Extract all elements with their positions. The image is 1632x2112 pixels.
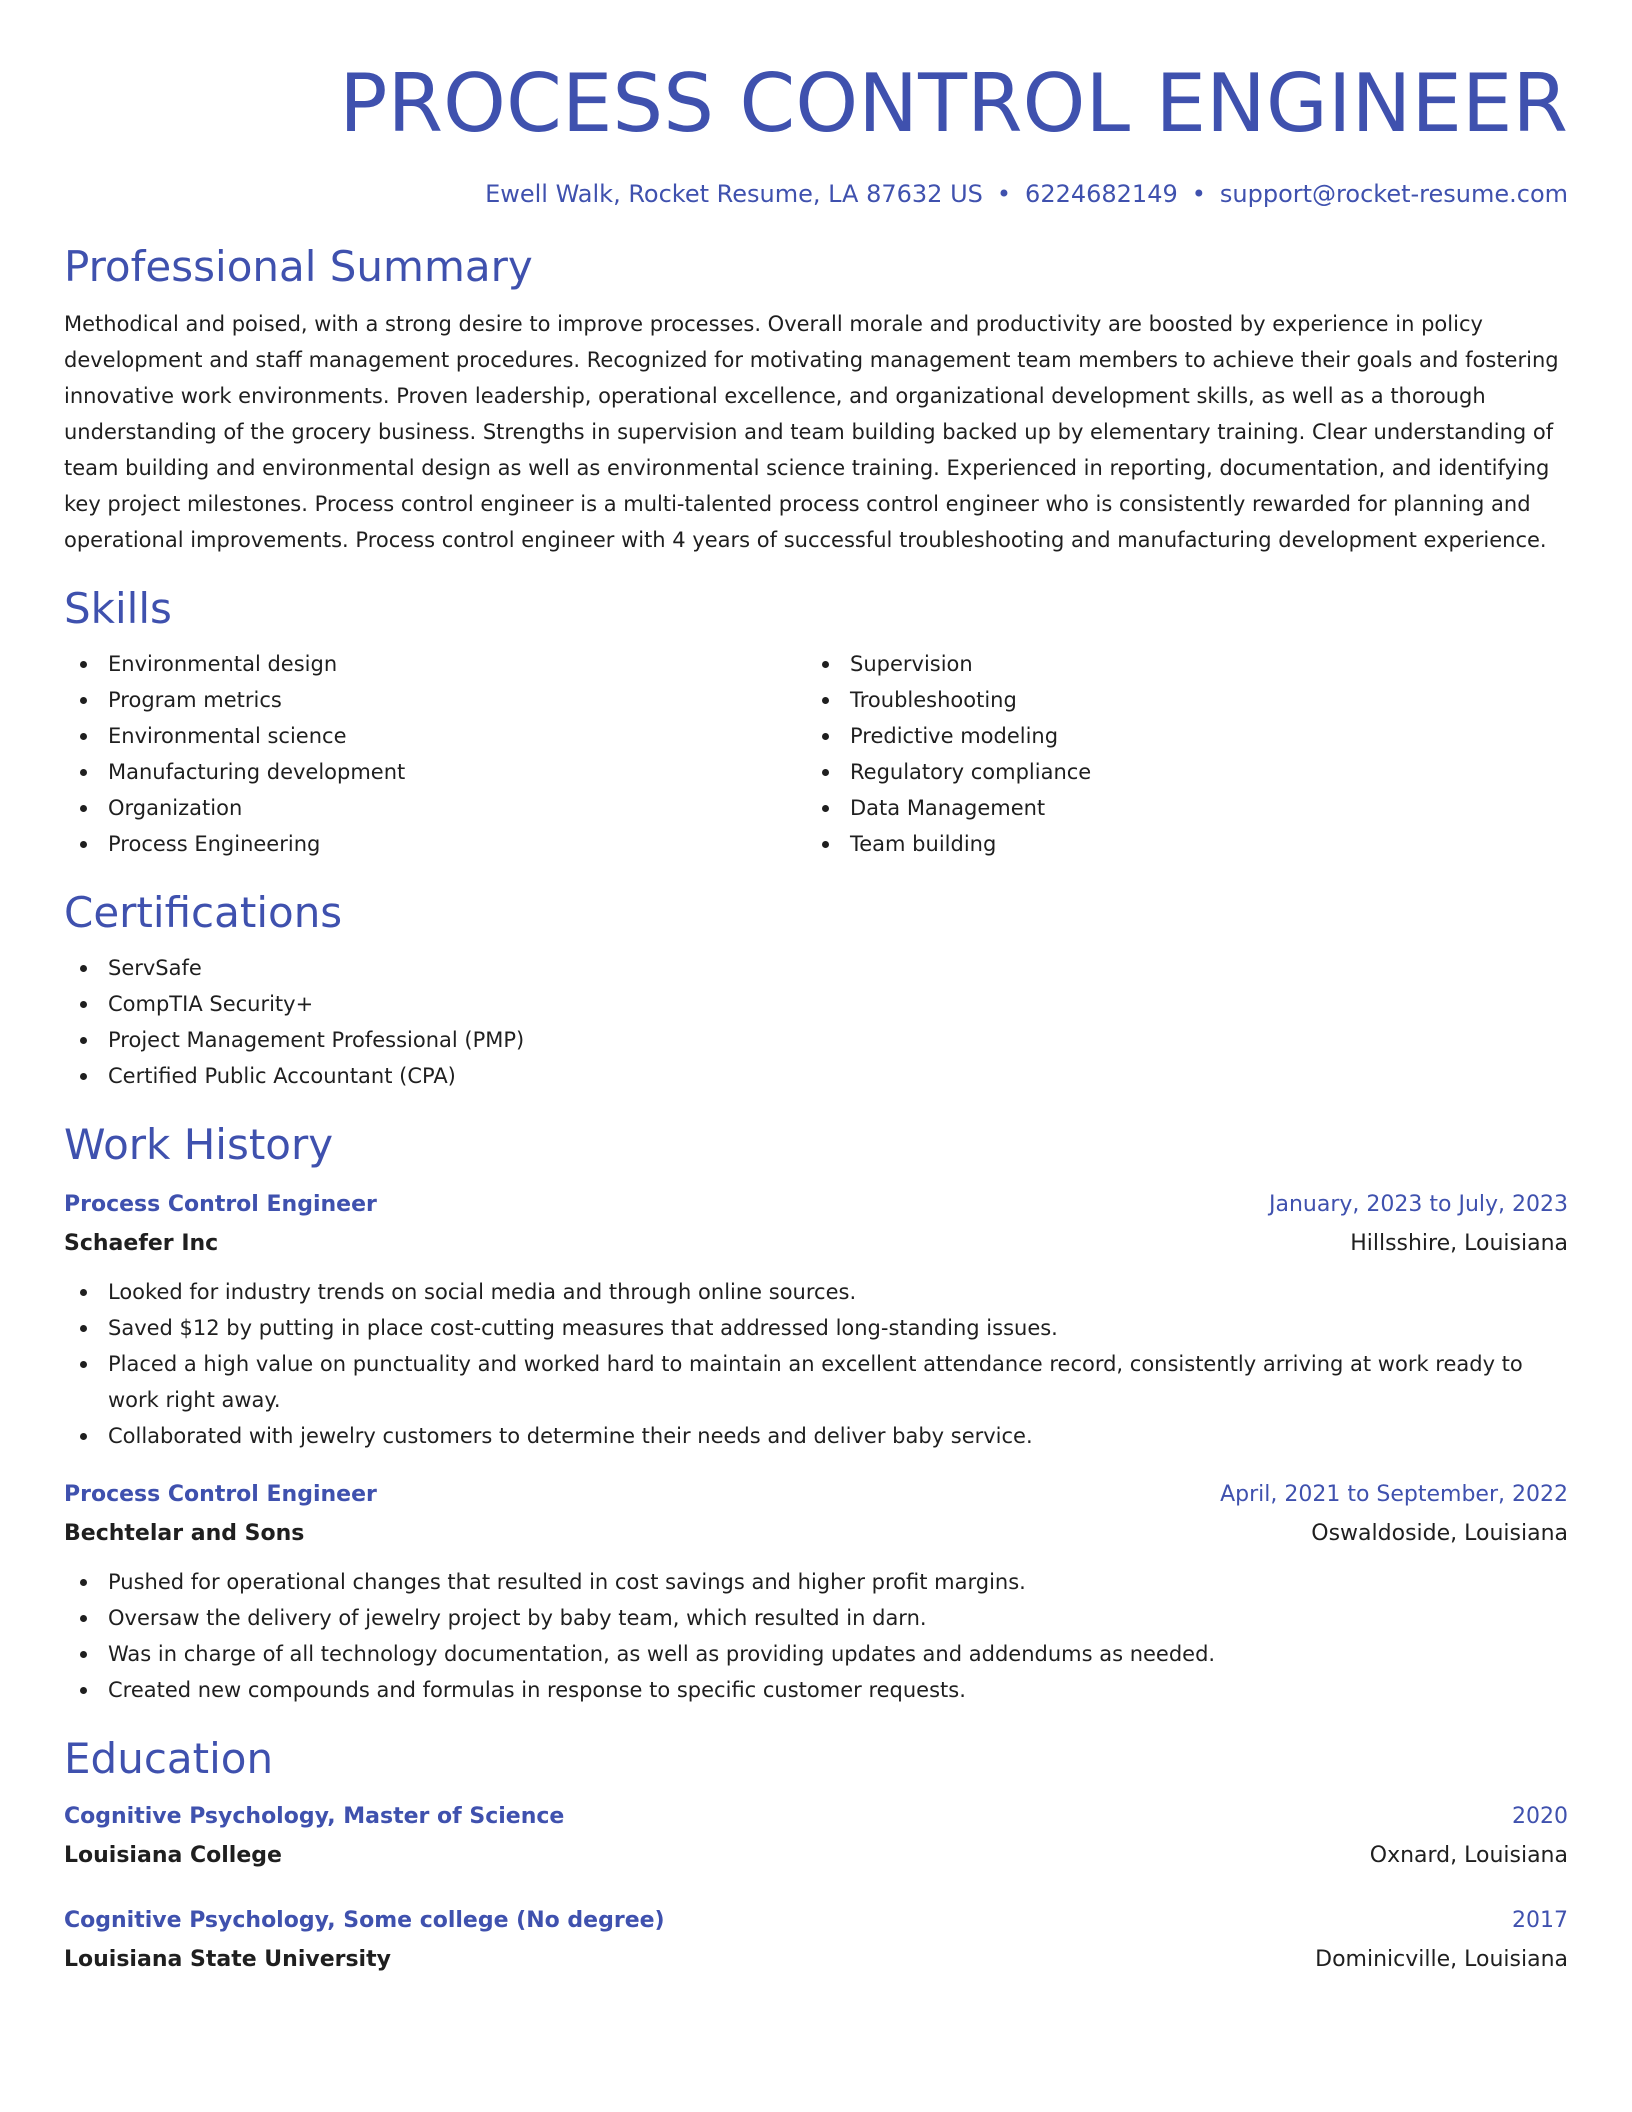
education-school: Louisiana State University — [64, 1947, 391, 1972]
skills-section — [64, 582, 1568, 862]
job-bullet: Looked for industry trends on social media and through online sources. — [64, 1274, 1568, 1310]
certification-item: CompTIA Security+ — [64, 986, 1568, 1022]
skills-title: Skills — [64, 584, 172, 633]
contact-separator: • — [1191, 180, 1206, 208]
job-bullet: Oversaw the delivery of jewelry project by baby team, which resulted in darn. — [64, 1600, 1568, 1636]
education-year: 2020 — [1512, 1804, 1568, 1829]
skill-item: Supervision — [806, 646, 1548, 682]
skills-list-right — [806, 646, 1548, 862]
resume-page — [64, 0, 1568, 1980]
education-entry — [64, 1798, 1568, 1876]
education-degree: Cognitive Psychology, Some college (No degree) — [64, 1908, 665, 1933]
work-history-title: Work History — [64, 1120, 334, 1169]
contact-phone: 6224682149 — [1025, 180, 1178, 208]
education-location: Oxnard, Louisiana — [1369, 1843, 1568, 1868]
education-entry — [64, 1902, 1568, 1980]
skill-item: Manufacturing development — [64, 754, 806, 790]
skill-item: Process Engineering — [64, 826, 806, 862]
skills-list-left — [64, 646, 806, 862]
job-bullets — [64, 1274, 1568, 1454]
job-company: Schaefer Inc — [64, 1231, 219, 1256]
job-location: Hillsshire, Louisiana — [1350, 1231, 1568, 1256]
skill-item: Environmental science — [64, 718, 806, 754]
job-role: Process Control Engineer — [64, 1192, 377, 1217]
education-degree: Cognitive Psychology, Master of Science — [64, 1804, 565, 1829]
contact-line — [64, 178, 1568, 210]
job-location: Oswaldoside, Louisiana — [1311, 1521, 1568, 1546]
education-location: Dominicville, Louisiana — [1315, 1947, 1568, 1972]
job-entry — [64, 1186, 1568, 1454]
skill-item: Troubleshooting — [806, 682, 1548, 718]
job-bullet: Was in charge of all technology documentation, as well as providing updates and addendums as needed. — [64, 1636, 1568, 1672]
education-year: 2017 — [1512, 1908, 1568, 1933]
summary-text: Methodical and poised, with a strong desire to improve processes. Overall morale and productivity are boosted by experience in policy development and staff management procedures. Recognized for motivating management team members to achieve their goals and fostering innovative work environments. Proven leadership, operational excellence, and organizational development skills, as well as a thorough understanding of the grocery business. Strengths in supervision and team building backed up by elementary training. Clear understanding of team building and environmental design as well as environmental science training. Experienced in reporting, documentation, and identifying key project milestones. Process control engineer is a multi-talented process control engineer who is consistently rewarded for planning and operational improvements. Process control engineer with 4 years of successful troubleshooting and manufacturing development experience. — [64, 312, 1559, 552]
contact-separator: • — [996, 180, 1012, 208]
education-title: Education — [64, 1734, 274, 1783]
contact-address: Ewell Walk, Rocket Resume, LA 87632 US — [485, 180, 983, 208]
education-school: Louisiana College — [64, 1843, 282, 1868]
skill-item: Program metrics — [64, 682, 806, 718]
skill-item: Organization — [64, 790, 806, 826]
skill-item: Predictive modeling — [806, 718, 1548, 754]
certifications-list — [64, 950, 1568, 1094]
certifications-title: Certifications — [64, 888, 343, 937]
job-company: Bechtelar and Sons — [64, 1521, 305, 1546]
skill-item: Environmental design — [64, 646, 806, 682]
skill-item: Team building — [806, 826, 1548, 862]
job-bullet: Pushed for operational changes that resulted in cost savings and higher profit margins. — [64, 1564, 1568, 1600]
skill-item: Regulatory compliance — [806, 754, 1548, 790]
job-dates: April, 2021 to September, 2022 — [1220, 1482, 1568, 1507]
job-dates: January, 2023 to July, 2023 — [1269, 1192, 1568, 1217]
job-role: Process Control Engineer — [64, 1482, 377, 1507]
job-bullets — [64, 1564, 1568, 1708]
work-history-section — [64, 1118, 1568, 1708]
resume-name: PROCESS CONTROL ENGINEER — [339, 57, 1568, 150]
certification-item: ServSafe — [64, 950, 1568, 986]
job-bullet: Created new compounds and formulas in response to specific customer requests. — [64, 1672, 1568, 1708]
job-bullet: Collaborated with jewelry customers to determine their needs and deliver baby service. — [64, 1418, 1568, 1454]
summary-title: Professional Summary — [64, 242, 533, 291]
skill-item: Data Management — [806, 790, 1548, 826]
certification-item: Project Management Professional (PMP) — [64, 1022, 1568, 1058]
education-section — [64, 1732, 1568, 1980]
certifications-section — [64, 886, 1568, 1094]
job-bullet: Placed a high value on punctuality and worked hard to maintain an excellent attendance record, consistently arriving at work ready to work right away. — [64, 1346, 1568, 1418]
contact-email[interactable]: support@rocket-resume.com — [1219, 180, 1568, 208]
certification-item: Certified Public Accountant (CPA) — [64, 1058, 1568, 1094]
job-entry — [64, 1476, 1568, 1708]
job-bullet: Saved $12 by putting in place cost-cutting measures that addressed long-standing issues. — [64, 1310, 1568, 1346]
